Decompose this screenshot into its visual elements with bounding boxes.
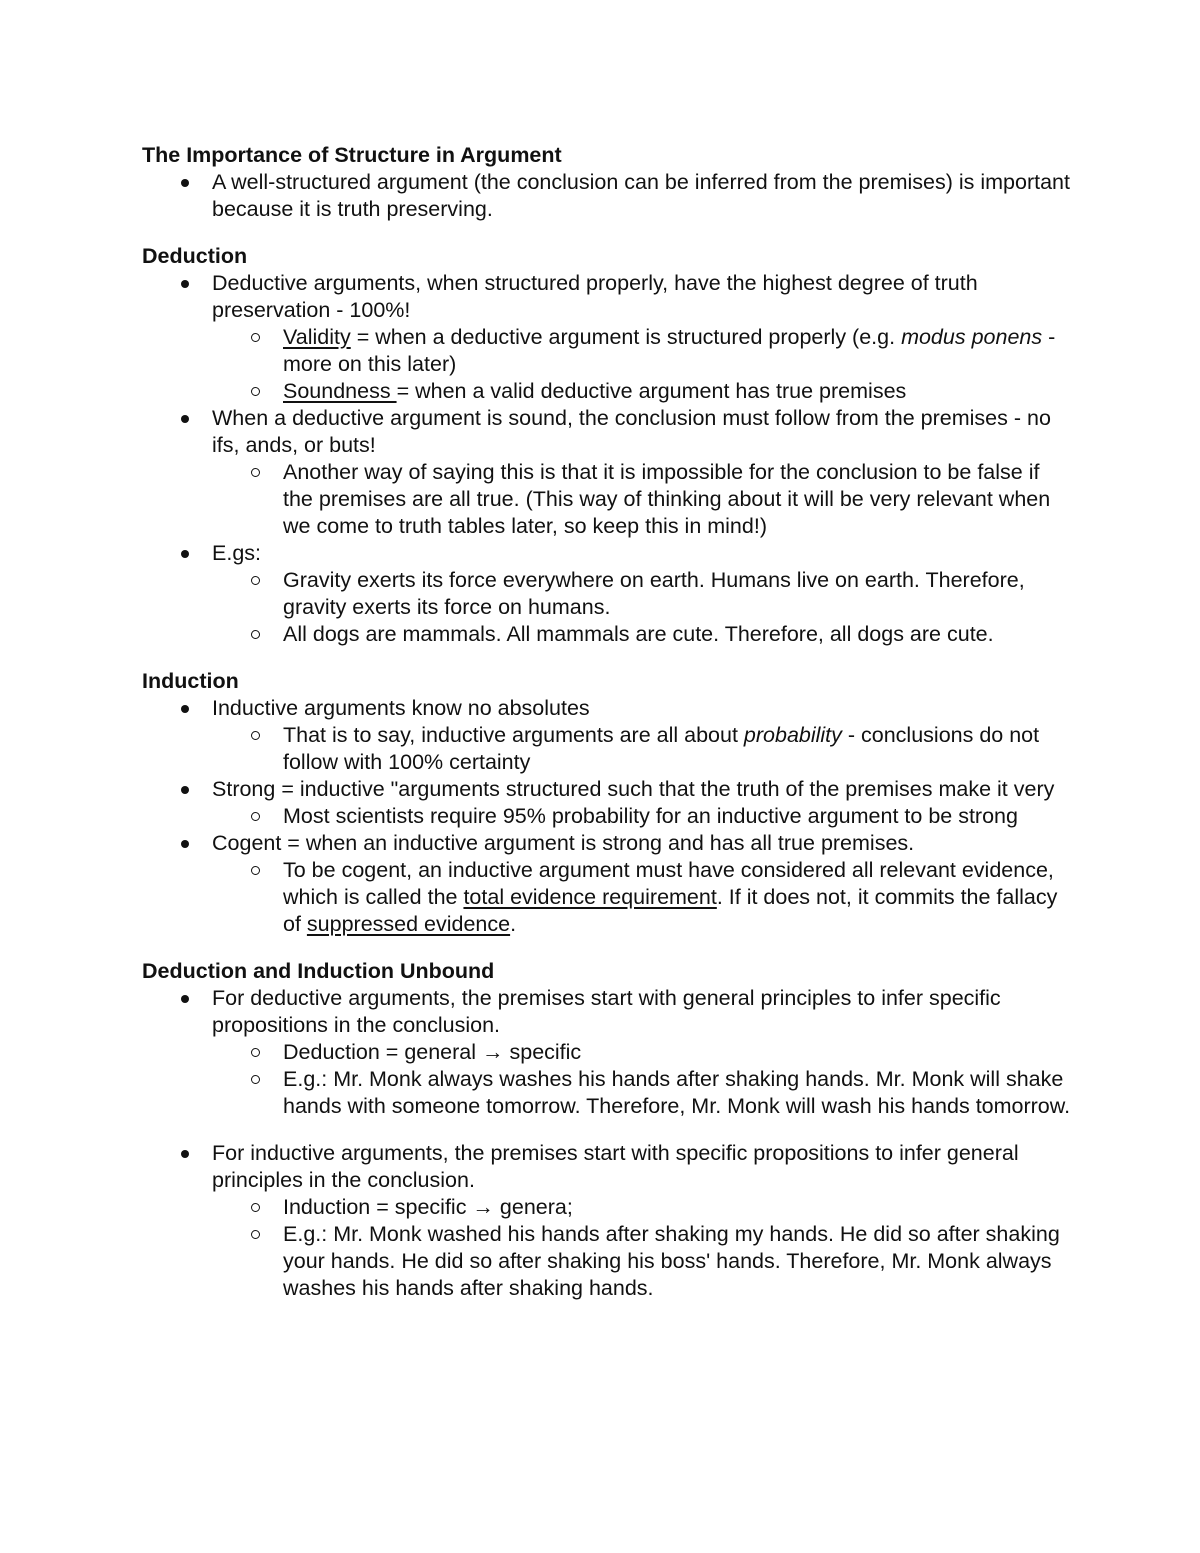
sub-bullet-list <box>212 324 1072 405</box>
term-validity: Validity <box>283 325 351 349</box>
sub-bullet-text: = when a deductive argument is structured properly (e.g. <box>350 325 902 349</box>
sub-bullet-item: Deduction = general → specific <box>142 1039 1072 1066</box>
section-structure <box>142 142 1072 223</box>
bullet-text: Deductive arguments, when structured properly, have the highest degree of truth preservation - 100%! <box>212 271 978 322</box>
sub-bullet-item <box>142 857 1072 938</box>
sub-bullet-item: E.g.: Mr. Monk always washes his hands after shaking hands. Mr. Monk will shake hands with someone tomorrow. Therefore, Mr. Monk will wash his hands tomorrow. <box>142 1066 1072 1120</box>
bullet-list <box>142 695 1072 938</box>
section-induction <box>142 668 1072 938</box>
section-deduction <box>142 243 1072 648</box>
bullet-list <box>142 270 1072 648</box>
sub-bullet-list <box>212 1194 1072 1302</box>
term-suppressed-evidence: suppressed evidence <box>306 912 511 936</box>
sub-bullet-text: That is to say, inductive arguments are all about <box>283 723 744 747</box>
sub-bullet-item: Another way of saying this is that it is impossible for the conclusion to be false if the premises are all true. (This way of thinking about it will be very relevant when we come to truth tables later, so keep this in mind!) <box>142 459 1072 540</box>
bullet-item <box>142 830 1072 938</box>
sub-bullet-text: = when a valid deductive argument has true premises <box>396 379 907 403</box>
emphasis-text: probability <box>743 723 842 747</box>
bullet-item <box>142 985 1072 1120</box>
section-heading: Deduction and Induction Unbound <box>142 959 495 983</box>
sub-bullet-text: To be cogent, an inductive argument must have considered all relevant evidence, which is called the <box>283 858 1054 909</box>
sub-bullet-text: . <box>510 912 517 936</box>
sub-bullet-text: - more on this later) <box>283 325 1056 376</box>
bullet-list <box>142 169 1072 223</box>
sub-bullet-item: E.g.: Mr. Monk washed his hands after shaking my hands. He did so after shaking your hands. He did so after shaking his boss' hands. Therefore, Mr. Monk always washes his hands after shaking hands. <box>142 1221 1072 1302</box>
sub-bullet-list <box>212 722 1072 776</box>
sub-bullet-item: Most scientists require 95% probability for an inductive argument to be strong <box>142 803 1072 830</box>
sub-bullet-item: Gravity exerts its force everywhere on earth. Humans live on earth. Therefore, gravity exerts its force on humans. <box>142 567 1072 621</box>
sub-bullet-item <box>142 378 1072 405</box>
bullet-item <box>142 270 1072 405</box>
bullet-text: Strong = inductive "arguments structured such that the truth of the premises make it very <box>212 777 1055 801</box>
section-heading: Induction <box>142 669 239 693</box>
bullet-text: When a deductive argument is sound, the conclusion must follow from the premises - no ifs, ands, or buts! <box>212 406 1051 457</box>
section-heading: The Importance of Structure in Argument <box>142 143 562 167</box>
sub-bullet-list <box>212 567 1072 648</box>
emphasis-text: modus ponens <box>901 325 1043 349</box>
term-soundness: Soundness <box>283 379 397 403</box>
sub-bullet-list <box>212 459 1072 540</box>
bullet-item <box>142 540 1072 648</box>
sub-bullet-list <box>212 857 1072 938</box>
bullet-item <box>142 695 1072 776</box>
sub-bullet-item: Induction = specific → genera; <box>142 1194 1072 1221</box>
bullet-text: For deductive arguments, the premises start with general principles to infer specific propositions in the conclusion. <box>212 986 1001 1037</box>
sub-bullet-list <box>212 803 1072 830</box>
sub-bullet-item <box>142 722 1072 776</box>
sub-bullet-text: - conclusions do not follow with 100% certainty <box>283 723 1040 774</box>
document-body <box>142 142 1072 1302</box>
sub-bullet-text: . If it does not, it commits the fallacy of <box>283 885 1058 936</box>
bullet-text: Inductive arguments know no absolutes <box>212 696 590 720</box>
bullet-item <box>142 1140 1072 1302</box>
bullet-item <box>142 405 1072 540</box>
section-heading: Deduction <box>142 244 248 268</box>
bullet-text: E.gs: <box>212 541 261 565</box>
bullet-item <box>142 776 1072 830</box>
sub-bullet-item <box>142 324 1072 378</box>
bullet-item: A well-structured argument (the conclusion can be inferred from the premises) is important because it is truth preserving. <box>142 169 1072 223</box>
bullet-text: For inductive arguments, the premises start with specific propositions to infer general principles in the conclusion. <box>212 1141 1019 1192</box>
section-unbound <box>142 958 1072 1302</box>
sub-bullet-item: All dogs are mammals. All mammals are cute. Therefore, all dogs are cute. <box>142 621 1072 648</box>
bullet-text: Cogent = when an inductive argument is strong and has all true premises. <box>212 831 915 855</box>
term-total-evidence: total evidence requirement <box>463 885 717 909</box>
bullet-list <box>142 985 1072 1302</box>
sub-bullet-list <box>212 1039 1072 1120</box>
